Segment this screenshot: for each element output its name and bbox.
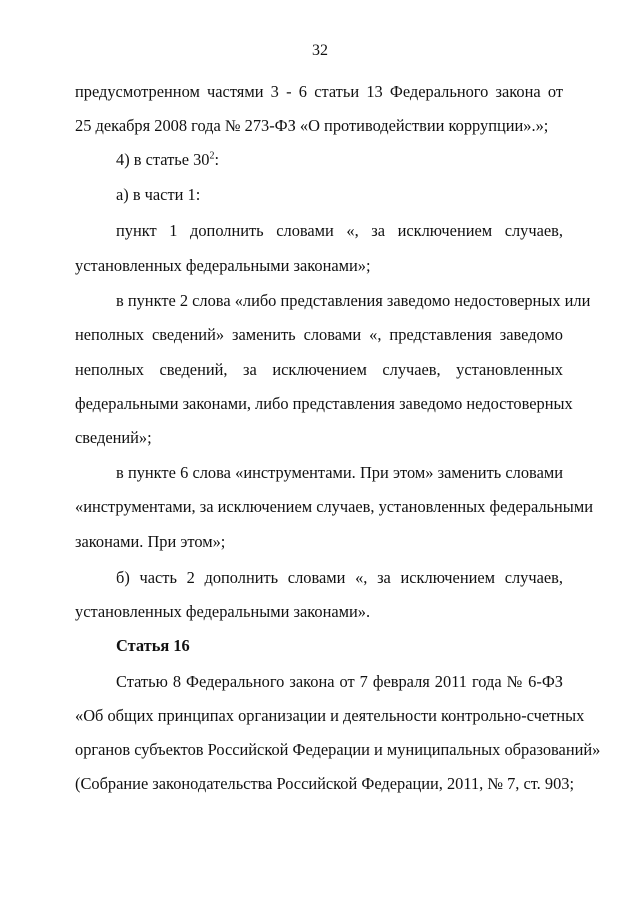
text-line: законами. При этом»;: [75, 532, 226, 551]
superscript: 2: [209, 150, 215, 162]
list-item-b: б) часть 2 дополнить словами «, за исключением случаев,: [116, 568, 563, 587]
text-fragment: 4) в статье 30: [116, 150, 210, 169]
text-line: в пункте 6 слова «инструментами. При этом» заменить словами: [116, 463, 563, 482]
text-line: неполных сведений» заменить словами «, представления заведомо: [75, 325, 563, 344]
list-item-a: а) в части 1:: [116, 185, 201, 204]
text-line: в пункте 2 слова «либо представления заведомо недостоверных или: [116, 291, 591, 310]
text-line: неполных сведений, за исключением случаев, установленных: [75, 360, 563, 379]
text-line: Статью 8 Федерального закона от 7 февраля 2011 года № 6-ФЗ: [116, 672, 563, 691]
text-line: 25 декабря 2008 года № 273-ФЗ «О противодействии коррупции».»;: [75, 116, 549, 135]
text-line: установленных федеральными законами».: [75, 602, 371, 621]
text-line: предусмотренном частями 3 - 6 статьи 13 Федерального закона от: [75, 82, 563, 101]
text-line: федеральными законами, либо представления заведомо недостоверных: [75, 394, 573, 413]
text-line: «Об общих принципах организации и деятельности контрольно-счетных: [75, 706, 585, 725]
text-line: «инструментами, за исключением случаев, установленных федеральными: [75, 497, 593, 516]
text-line: (Собрание законодательства Российской Федерации, 2011, № 7, ст. 903;: [75, 774, 575, 793]
text-fragment: :: [214, 150, 220, 169]
list-item-4: [116, 150, 563, 170]
article-heading: Статья 16: [116, 636, 190, 655]
text-line: сведений»;: [75, 428, 152, 447]
text-line: органов субъектов Российской Федерации и муниципальных образований»: [75, 740, 601, 759]
page-number: 32: [312, 42, 328, 59]
text-line: пункт 1 дополнить словами «, за исключением случаев,: [116, 221, 563, 240]
text-line: установленных федеральными законами»;: [75, 256, 371, 275]
